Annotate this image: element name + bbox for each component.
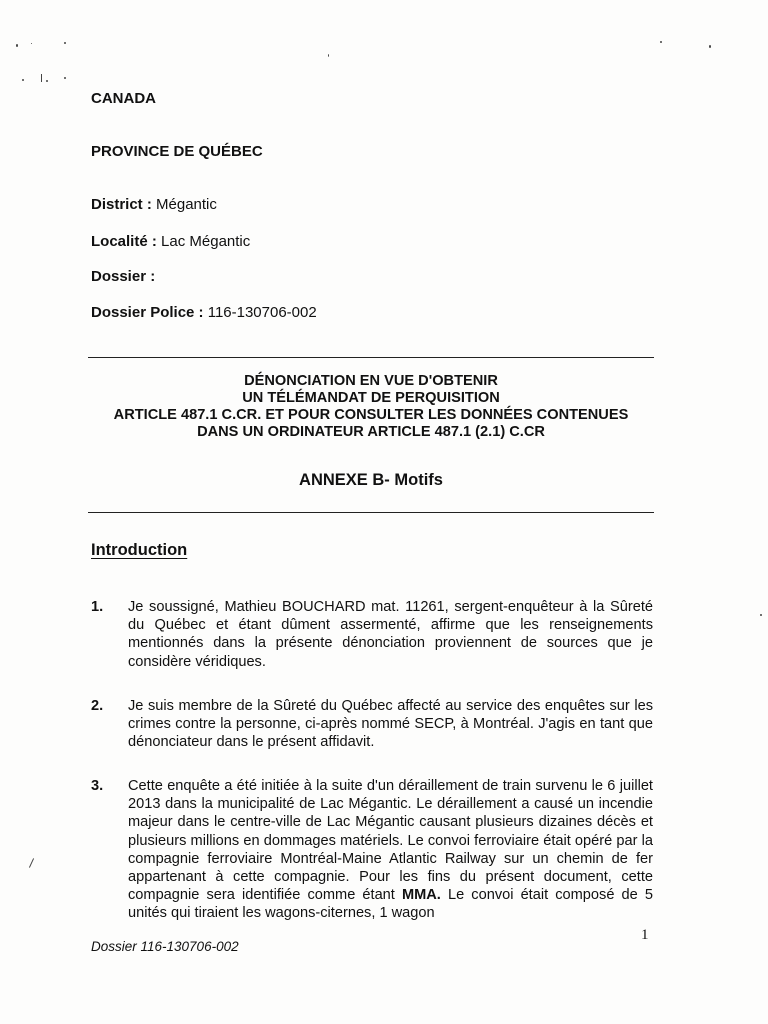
paragraph-text-part-a: Cette enquête a été initiée à la suite d'un déraillement de train survenu le 6 juillet 2013 dans la municipalité de Lac Mégantic. Le déraillement a causé un incendie majeur dans le centre-ville de Lac Mégantic causant plusieurs dizaines décès et plusieurs millions en dommages matériels. Le convoi ferroviaire était opéré par la compagnie ferroviaire Montréal-Maine Atlantic Railway sur un chemin de fer appartenant à cette compagnie. Pour les fins du présent document, cette compagnie sera identifiée comme étant: [128, 778, 653, 904]
paragraph-number: 1.: [91, 599, 104, 615]
paragraph-text: Je soussigné, Mathieu BOUCHARD mat. 11261, sergent-enquêteur à la Sûreté du Québec et étant dûment assermenté, affirme que les renseignements mentionnés dans la présente dénonciation proviennent de sources que je considère véridiques.: [128, 599, 653, 670]
dossier-label: Dossier :: [91, 268, 156, 285]
district-label: District :: [91, 196, 152, 213]
bottom-divider: [88, 512, 654, 513]
paragraph-text: [128, 777, 653, 923]
country-heading: [91, 90, 156, 108]
province-heading: [91, 143, 263, 161]
dossier-police-line: [91, 304, 317, 322]
paragraph-text-part-b: Le convoi était composé de 5 unités qui tiraient les wagons-citernes, 1 wagon: [128, 887, 653, 922]
title-line-4: DANS UN ORDINATEUR ARTICLE 487.1 (2.1) C.CR: [197, 424, 545, 440]
annexe-heading: ANNEXE B- Motifs: [299, 471, 443, 489]
title-line-1: DÉNONCIATION EN VUE D'OBTENIR: [244, 373, 498, 389]
localite-value: Lac Mégantic: [161, 233, 251, 250]
paragraph-text: Je suis membre de la Sûreté du Québec affecté au service des enquêtes sur les crimes contre la personne, ci-après nommé SECP, à Montréal. J'agis en tant que dénonciateur dans le présent affidavit.: [128, 698, 653, 751]
paragraph-number: 3.: [91, 778, 104, 794]
dossier-police-label: Dossier Police :: [91, 304, 204, 321]
paragraph-2: [91, 697, 653, 752]
localite-line: [91, 233, 250, 251]
paragraph-1: [91, 598, 653, 671]
dossier-line: [91, 268, 155, 286]
title-line-3: ARTICLE 487.1 C.CR. ET POUR CONSULTER LES DONNÉES CONTENUES: [113, 407, 629, 423]
company-acronym: MMA.: [401, 887, 441, 904]
district-value: Mégantic: [156, 196, 217, 213]
province-text: PROVINCE DE QUÉBEC: [91, 143, 263, 160]
page-number: 1: [641, 927, 649, 943]
dossier-police-value: 116-130706-002: [207, 304, 317, 321]
district-line: [91, 196, 217, 214]
document-title: [88, 373, 654, 441]
title-line-2: UN TÉLÉMANDAT DE PERQUISITION: [242, 390, 500, 406]
localite-label: Localité :: [91, 233, 157, 250]
top-divider: [88, 357, 654, 358]
country-text: CANADA: [91, 90, 156, 107]
paragraph-number: 2.: [91, 698, 104, 714]
paragraph-3: [91, 777, 653, 923]
footer-dossier-ref: Dossier 116-130706-002: [91, 939, 239, 954]
section-heading: Introduction: [91, 541, 188, 559]
